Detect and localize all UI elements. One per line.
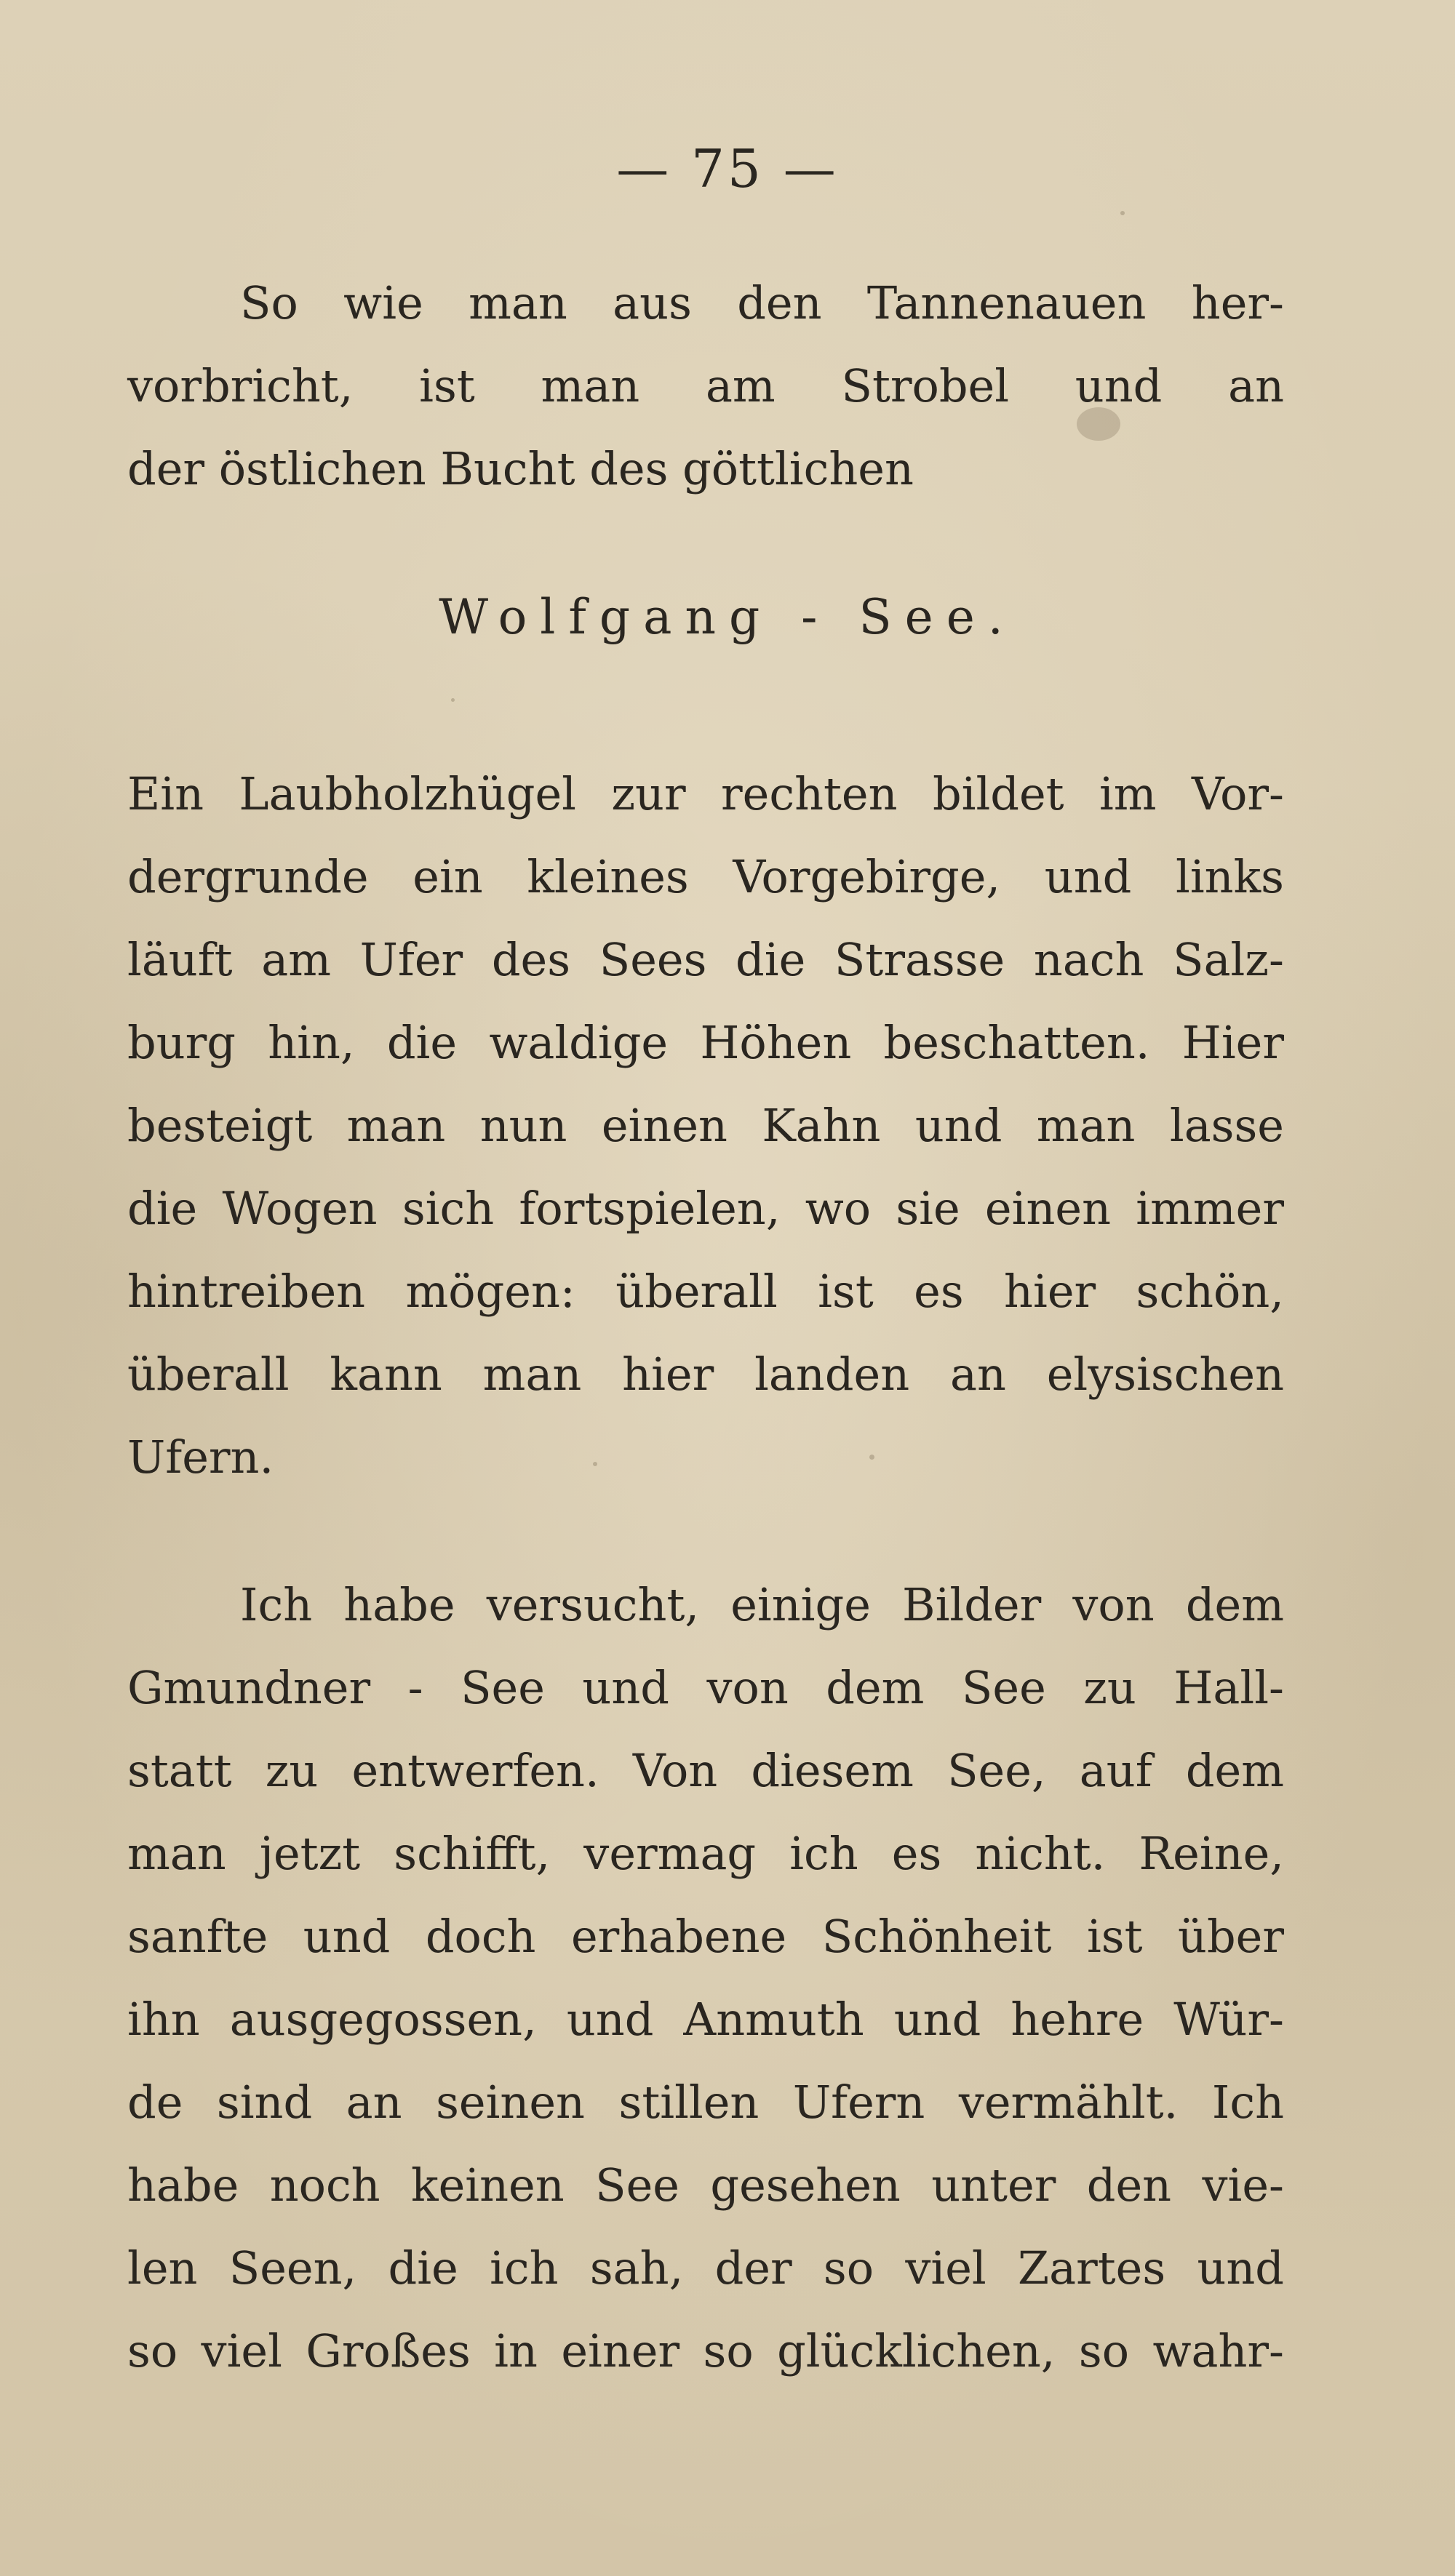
paper-speck	[1120, 211, 1125, 215]
text-line: sanfte und doch erhabene Schönheit ist über	[127, 1910, 1284, 1963]
text-line: len Seen, die ich sah, der so viel Zartes und	[127, 2241, 1284, 2295]
text-line: burg hin, die waldige Höhen beschatten. Hier	[127, 1016, 1284, 1069]
text-line: Ufern.	[127, 1431, 274, 1484]
text-line: Ein Laubholzhügel zur rechten bildet im Vor-	[127, 767, 1284, 820]
text-line: Ich habe versucht, einige Bilder von dem	[240, 1578, 1284, 1631]
text-line: überall kann man hier landen an elysischen	[127, 1348, 1284, 1401]
text-line: habe noch keinen See gesehen unter den vie-	[127, 2159, 1284, 2212]
text-line: besteigt man nun einen Kahn und man lasse	[127, 1099, 1284, 1152]
paragraph-2	[127, 753, 1284, 1499]
text-line: dergrunde ein kleines Vorgebirge, und links	[127, 850, 1284, 903]
text-line: de sind an seinen stillen Ufern vermählt. Ich	[127, 2076, 1284, 2129]
paragraph-3	[127, 1564, 1284, 2393]
text-line: So wie man aus den Tannenauen her-	[240, 276, 1284, 329]
paragraph-1	[127, 262, 1284, 511]
text-line: läuft am Ufer des Sees die Strasse nach Salz-	[127, 933, 1284, 986]
text-line: der östlichen Bucht des göttlichen	[127, 442, 914, 495]
text-line: vorbricht, ist man am Strobel und an	[127, 359, 1284, 412]
text-line: statt zu entwerfen. Von diesem See, auf dem	[127, 1744, 1284, 1797]
text-line: Gmundner - See und von dem See zu Hall-	[127, 1661, 1284, 1714]
text-line: so viel Großes in einer so glücklichen, so wahr-	[127, 2324, 1284, 2377]
page-number: — 75 —	[616, 138, 839, 199]
paper-speck	[451, 698, 455, 702]
section-heading: Wolfgang - See.	[439, 589, 1016, 645]
text-line: man jetzt schifft, vermag ich es nicht. Reine,	[127, 1827, 1284, 1880]
text-line: ihn ausgegossen, und Anmuth und hehre Wür-	[127, 1993, 1284, 2046]
text-line: hintreiben mögen: überall ist es hier schön,	[127, 1265, 1284, 1318]
text-line: die Wogen sich fortspielen, wo sie einen immer	[127, 1182, 1284, 1235]
